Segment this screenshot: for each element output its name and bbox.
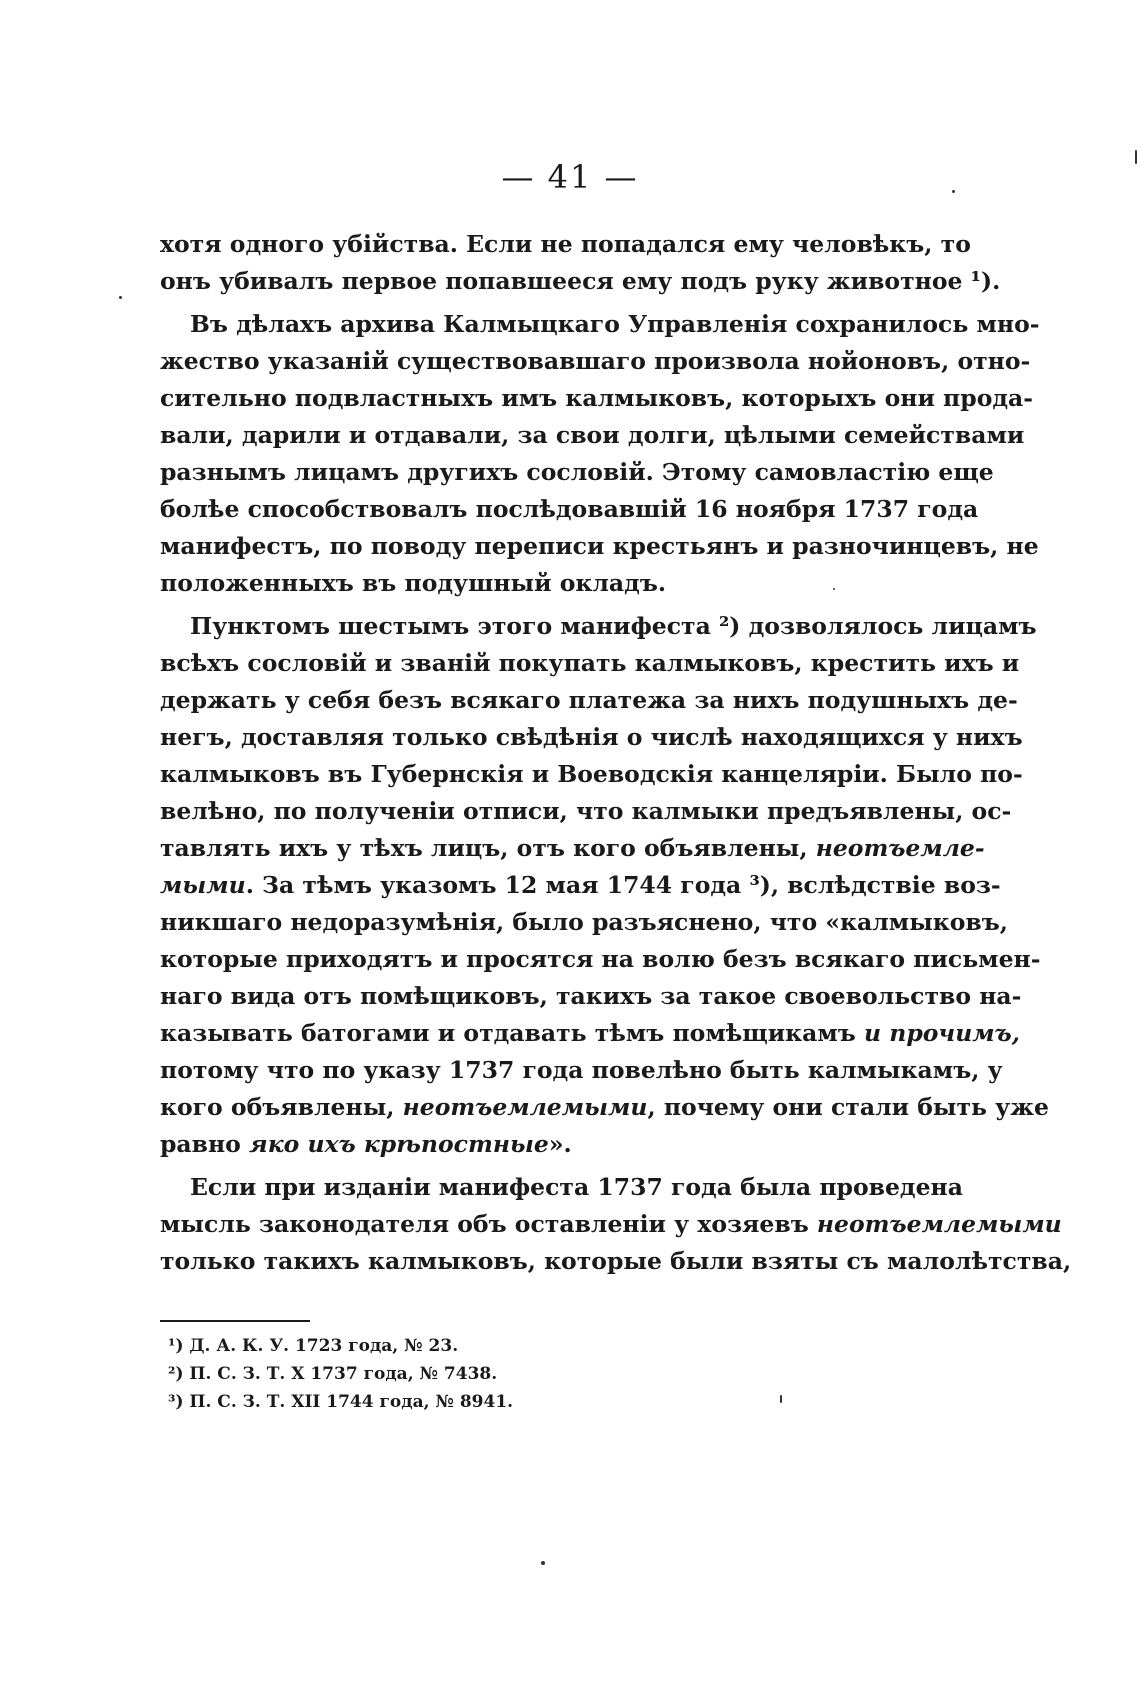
scan-speck	[119, 296, 122, 299]
scan-speck	[541, 1561, 545, 1565]
text-line: никшаго недоразумѣнія, было разъяснено, что «калмыковъ,	[160, 908, 1008, 936]
text-line	[160, 1089, 1049, 1126]
text-run: равно	[160, 1130, 250, 1158]
text-run: кого объявлены,	[160, 1093, 403, 1121]
scan-speck	[833, 588, 835, 590]
text-line: положенныхъ въ подушный окладъ.	[160, 569, 667, 597]
text-line: сительно подвластныхъ имъ калмыковъ, которыхъ они прода-	[160, 384, 1034, 412]
text-line: онъ убивалъ первое попавшееся ему подъ руку животное ¹).	[160, 267, 1001, 295]
text-line: вали, дарили и отдавали, за свои долги, цѣлыми семействами	[160, 421, 1025, 449]
text-line: всѣхъ сословій и званій покупать калмыковъ, крестить ихъ и	[160, 649, 1020, 677]
scan-speck	[1135, 150, 1137, 164]
text-line: которые приходятъ и просятся на волю безъ всякаго письмен-	[160, 945, 1041, 973]
italic-run: яко ихъ крѣпостные	[249, 1130, 549, 1158]
footnote: ²) П. С. З. Т. X 1737 года, № 7438.	[168, 1364, 498, 1384]
text-run: казывать батогами и отдавать тѣмъ помѣщикамъ	[160, 1019, 864, 1047]
scan-speck	[952, 190, 955, 193]
italic-run: неотъемлемыми	[816, 1210, 1062, 1238]
italic-run: и прочимъ,	[863, 1019, 1020, 1047]
text-run: , почему они стали быть уже	[647, 1093, 1049, 1121]
text-line: негъ, доставляя только свѣдѣнія о числѣ находящихся у нихъ	[160, 723, 1023, 751]
text-line: Если при изданіи манифеста 1737 года была проведена	[190, 1173, 963, 1201]
text-run: ».	[548, 1130, 572, 1158]
footnote-divider	[160, 1320, 310, 1322]
page-number: — 41 —	[501, 158, 639, 196]
text-line: манифестъ, по поводу переписи крестьянъ и разночинцевъ, не	[160, 532, 1039, 560]
italic-run: мыми	[160, 871, 246, 899]
text-line: потому что по указу 1737 года повелѣно быть калмыкамъ, у	[160, 1056, 1003, 1084]
text-line	[160, 867, 1001, 904]
text-line: Пунктомъ шестымъ этого манифеста ²) дозволялось лицамъ	[190, 612, 1037, 640]
italic-run: неотъемле-	[815, 834, 985, 862]
text-line: держать у себя безъ всякаго платежа за нихъ подушныхъ де-	[160, 686, 1018, 714]
text-line	[160, 1126, 950, 1163]
text-line: наго вида отъ помѣщиковъ, такихъ за такое своевольство на-	[160, 982, 1022, 1010]
text-line: велѣно, по полученіи отписи, что калмыки предъявлены, ос-	[160, 797, 1012, 825]
footnote: ¹) Д. А. К. У. 1723 года, № 23.	[168, 1336, 459, 1356]
text-line: только такихъ калмыковъ, которые были взяты съ малолѣтства,	[160, 1247, 1072, 1275]
italic-run: неотъемлемыми	[402, 1093, 648, 1121]
text-line: Въ дѣлахъ архива Калмыцкаго Управленія сохранилось мно-	[190, 310, 1040, 338]
footnote: ³) П. С. З. Т. XII 1744 года, № 8941.	[168, 1392, 514, 1412]
text-run: . За тѣмъ указомъ 12 мая 1744 года ³), вслѣдствіе воз-	[245, 871, 1001, 899]
footnotes	[168, 1332, 668, 1416]
text-line: хотя одного убійства. Если не попадался ему человѣкъ, то	[160, 230, 971, 258]
text-run: тавлять ихъ у тѣхъ лицъ, отъ кого объявлены,	[160, 834, 816, 862]
text-line	[160, 830, 985, 867]
scan-speck	[780, 1395, 782, 1403]
text-line: калмыковъ въ Губернскія и Воеводскія канцеляріи. Было по-	[160, 760, 1023, 788]
text-run: мысль законодателя объ оставленіи у хозяевъ	[160, 1210, 817, 1238]
text-line: жество указаній существовавшаго произвола нойоновъ, отно-	[160, 347, 1031, 375]
text-line: разнымъ лицамъ другихъ сословій. Этому самовластію еще	[160, 458, 994, 486]
text-line: болѣе способствовалъ послѣдовавшій 16 ноября 1737 года	[160, 495, 979, 523]
body-text	[160, 226, 1072, 1280]
text-line	[160, 1206, 1062, 1243]
text-line	[160, 1015, 1020, 1052]
